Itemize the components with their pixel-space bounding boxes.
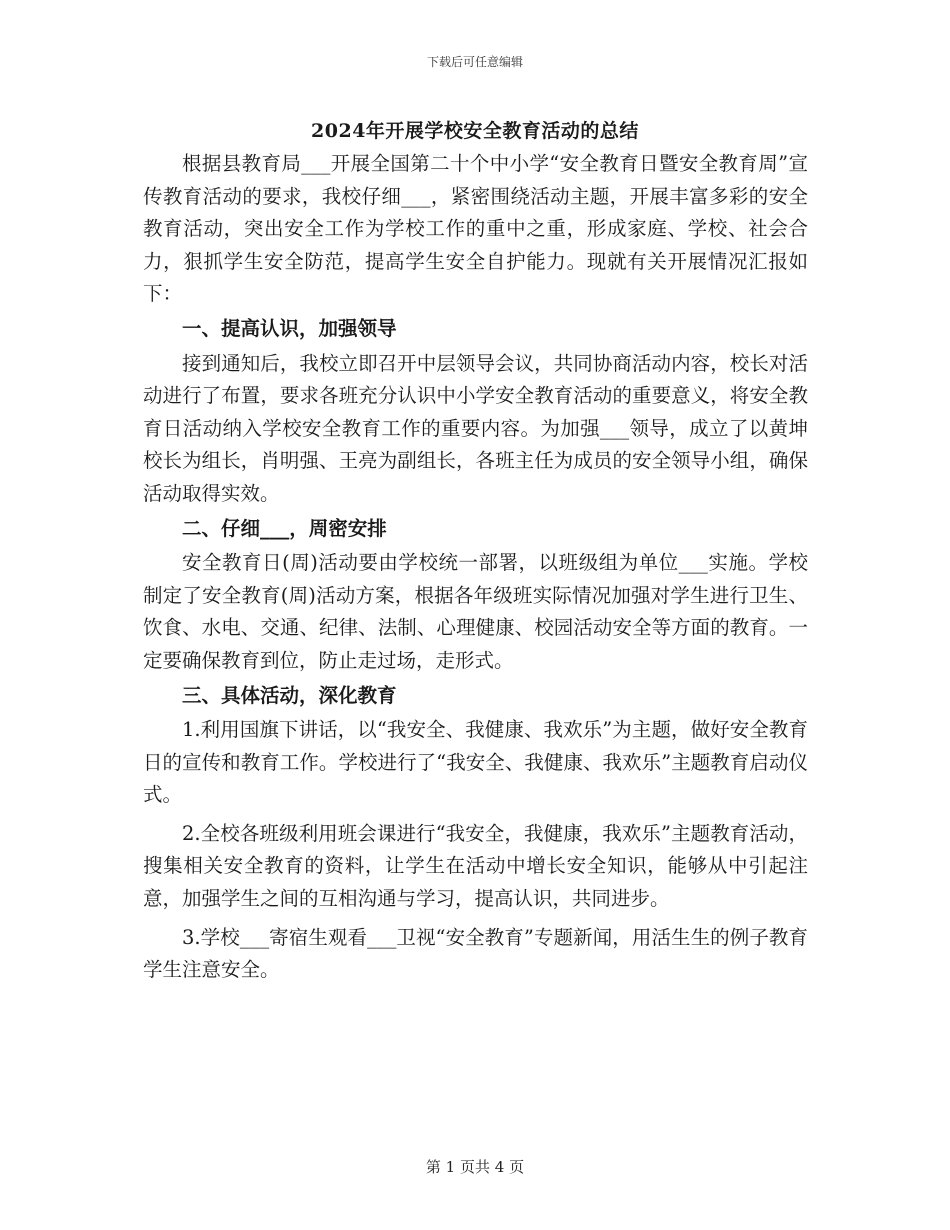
list-item-2: 2.全校各班级利用班会课进行“我安全，我健康，我欢乐”主题教育活动，搜集相关安全教育的资料，让学生在活动中增长安全知识，能够从中引起注意，加强学生之间的互相沟通与学习，提高认识，共同进步。	[143, 821, 808, 911]
document-body	[143, 148, 808, 987]
section-2-heading: 二、仔细___，周密安排	[182, 516, 387, 540]
section-3-heading: 三、具体活动，深化教育	[182, 683, 397, 707]
section-1-heading: 一、提高认识，加强领导	[182, 316, 397, 340]
section-1-body: 接到通知后，我校立即召开中层领导会议，共同协商活动内容，校长对活动进行了布置，要求各班充分认识中小学安全教育活动的重要意义，将安全教育日活动纳入学校安全教育工作的重要内容。为加强___领导，成立了以黄坤校长为组长，肖明强、王亮为副组长，各班主任为成员的安全领导小组，确保活动取得实效。	[143, 351, 808, 505]
list-item-3: 3.学校___寄宿生观看___卫视“安全教育”专题新闻，用活生生的例子教育学生注意安全。	[143, 925, 808, 982]
document-title: 2024年开展学校安全教育活动的总结	[311, 120, 639, 142]
page-number: 第 1 页共 4 页	[425, 1158, 525, 1176]
header-note: 下载后可任意编辑	[426, 55, 523, 69]
section-2-body: 安全教育日(周)活动要由学校统一部署，以班级组为单位___实施。学校制定了安全教育(周)活动方案，根据各年级班实际情况加强对学生进行卫生、饮食、水电、交通、纪律、法制、心理健康、校园活动安全等方面的教育。一定要确保教育到位，防止走过场，走形式。	[143, 551, 808, 672]
intro-paragraph: 根据县教育局___开展全国第二十个中小学“安全教育日暨安全教育周”宣传教育活动的要求，我校仔细___，紧密围绕活动主题，开展丰富多彩的安全教育活动，突出安全工作为学校工作的重中之重，形成家庭、学校、社会合力，狠抓学生安全防范，提高学生安全自护能力。现就有关开展情况汇报如下：	[143, 152, 808, 306]
list-item-1: 1.利用国旗下讲话，以“我安全、我健康、我欢乐”为主题，做好安全教育日的宣传和教育工作。学校进行了“我安全、我健康、我欢乐”主题教育启动仪式。	[143, 718, 808, 807]
